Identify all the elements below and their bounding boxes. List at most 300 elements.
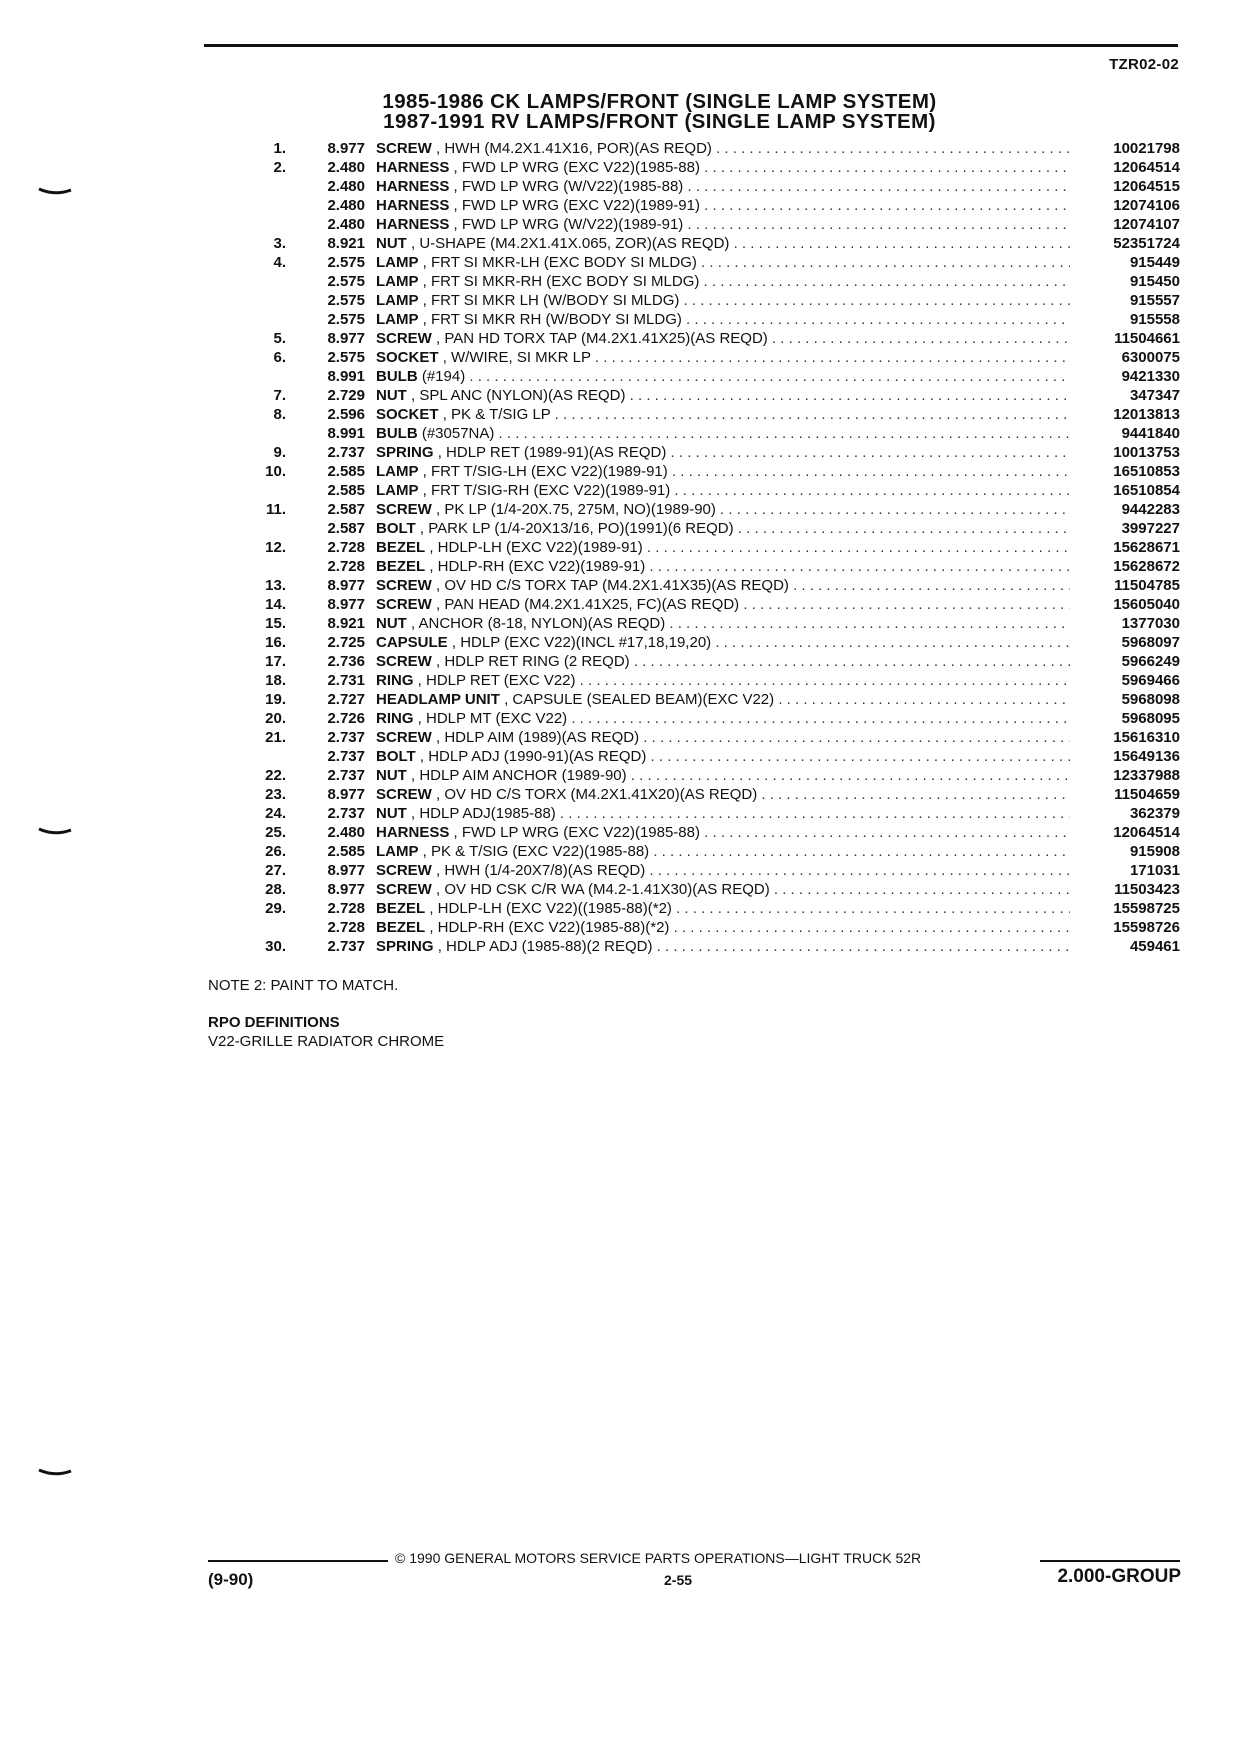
item-number: 16. <box>265 634 286 651</box>
part-name: HARNESS <box>376 159 450 176</box>
part-detail: , CAPSULE (SEALED BEAM)(EXC V22) <box>504 691 775 708</box>
part-detail: , HDLP-LH (EXC V22)(1989-91) <box>429 539 643 556</box>
part-number: 15605040 <box>1113 596 1180 613</box>
part-number: 1377030 <box>1121 615 1180 632</box>
group-number: 2.728 <box>327 558 365 575</box>
part-name: SOCKET <box>376 349 439 366</box>
part-number: 12074106 <box>1113 197 1180 214</box>
part-detail: , HDLP-LH (EXC V22)((1985-88)(*2) <box>429 900 672 917</box>
item-number: 8. <box>273 406 286 423</box>
part-description <box>376 747 1070 766</box>
part-description <box>376 709 1070 728</box>
part-name: SCREW <box>376 786 432 803</box>
item-number: 20. <box>265 710 286 727</box>
title-line-2: 1987-1991 RV LAMPS/FRONT (SINGLE LAMP SYSTEM) <box>383 110 936 133</box>
part-description <box>376 177 1070 196</box>
part-description <box>376 728 1070 747</box>
part-name: SCREW <box>376 140 432 157</box>
title-line-1: 1985-1986 CK LAMPS/FRONT (SINGLE LAMP SYSTEM) <box>382 90 937 113</box>
part-row <box>250 785 1180 804</box>
part-number: 12064514 <box>1113 824 1180 841</box>
part-name: LAMP <box>376 273 419 290</box>
page-number: 2-55 <box>664 1572 693 1588</box>
group-number: 2.737 <box>327 729 365 746</box>
part-row <box>250 633 1180 652</box>
item-number: 18. <box>265 672 286 689</box>
part-description <box>376 861 1070 880</box>
part-name: NUT <box>376 767 407 784</box>
rpo-heading: RPO DEFINITIONS <box>208 1014 340 1031</box>
part-number: 12013813 <box>1113 406 1180 423</box>
part-description <box>376 367 1070 386</box>
part-number: 5968097 <box>1121 634 1180 651</box>
item-number: 26. <box>265 843 286 860</box>
part-detail: , HDLP MT (EXC V22) <box>417 710 568 727</box>
part-name: HARNESS <box>376 178 450 195</box>
part-detail: (#3057NA) <box>421 425 495 442</box>
part-name: RING <box>376 672 414 689</box>
part-number: 915558 <box>1129 311 1180 328</box>
part-number: 459461 <box>1129 938 1180 955</box>
group-number: 2.728 <box>327 539 365 556</box>
part-row <box>250 139 1180 158</box>
part-name: BOLT <box>376 748 416 765</box>
part-description <box>376 481 1070 500</box>
part-number: 171031 <box>1129 862 1180 879</box>
item-number: 12. <box>265 539 286 556</box>
item-number: 30. <box>265 938 286 955</box>
item-number: 2. <box>273 159 286 176</box>
top-rule <box>204 44 1178 47</box>
part-row <box>250 709 1180 728</box>
part-name: HARNESS <box>376 216 450 233</box>
part-detail: , FRT SI MKR-RH (EXC BODY SI MLDG) <box>422 273 700 290</box>
group-number: 8.991 <box>327 425 365 442</box>
part-detail: , OV HD C/S TORX (M4.2X1.41X20)(AS REQD) <box>436 786 758 803</box>
part-detail: , FRT SI MKR RH (W/BODY SI MLDG) <box>422 311 682 328</box>
part-row <box>250 177 1180 196</box>
group-number: 8.977 <box>327 577 365 594</box>
copyright: © 1990 GENERAL MOTORS SERVICE PARTS OPERATIONS—LIGHT TRUCK 52R <box>395 1550 922 1566</box>
part-detail: , FWD LP WRG (EXC V22)(1985-88) <box>453 824 700 841</box>
part-description <box>376 443 1070 462</box>
part-detail: , HDLP ADJ (1985-88)(2 REQD) <box>437 938 653 955</box>
binder-hole-mark <box>38 187 72 197</box>
part-description <box>376 652 1070 671</box>
group-number: 2.731 <box>327 672 365 689</box>
part-number: 11504661 <box>1114 330 1180 347</box>
group-number: 2.575 <box>327 273 365 290</box>
part-description <box>376 500 1070 519</box>
item-number: 15. <box>265 615 286 632</box>
part-description <box>376 234 1070 253</box>
group-number: 2.729 <box>327 387 365 404</box>
group-number: 2.480 <box>327 159 365 176</box>
part-row <box>250 918 1180 937</box>
part-detail: , FWD LP WRG (W/V22)(1989-91) <box>453 216 684 233</box>
group-number: 2.727 <box>327 691 365 708</box>
group-number: 2.575 <box>327 349 365 366</box>
part-description <box>376 462 1070 481</box>
part-name: LAMP <box>376 482 419 499</box>
part-row <box>250 253 1180 272</box>
group-number: 2.480 <box>327 178 365 195</box>
part-number: 15649136 <box>1113 748 1180 765</box>
part-description <box>376 405 1070 424</box>
part-description <box>376 272 1070 291</box>
part-description <box>376 633 1070 652</box>
part-number: 10013753 <box>1113 444 1180 461</box>
part-detail: , FWD LP WRG (W/V22)(1985-88) <box>453 178 684 195</box>
part-number: 12064514 <box>1113 159 1180 176</box>
part-number: 5968098 <box>1121 691 1180 708</box>
part-description <box>376 823 1070 842</box>
part-description <box>376 595 1070 614</box>
item-number: 1. <box>273 140 286 157</box>
group-number: 8.991 <box>327 368 365 385</box>
group-number: 2.585 <box>327 843 365 860</box>
part-number: 15628672 <box>1113 558 1180 575</box>
part-number: 11504785 <box>1114 577 1180 594</box>
group-number: 8.977 <box>327 330 365 347</box>
parts-list <box>250 139 1180 956</box>
part-description <box>376 804 1070 823</box>
group-number: 2.575 <box>327 311 365 328</box>
part-detail: , FWD LP WRG (EXC V22)(1985-88) <box>453 159 700 176</box>
part-description <box>376 348 1070 367</box>
part-detail: , HDLP RET (1989-91)(AS REQD) <box>437 444 667 461</box>
part-name: SCREW <box>376 881 432 898</box>
part-row <box>250 671 1180 690</box>
part-row <box>250 519 1180 538</box>
footer-rule-left <box>208 1560 388 1562</box>
part-description <box>376 576 1070 595</box>
group-number: 2.726 <box>327 710 365 727</box>
binder-hole-mark <box>38 1468 72 1478</box>
part-detail: , FRT T/SIG-RH (EXC V22)(1989-91) <box>422 482 671 499</box>
part-detail: , PK LP (1/4-20X.75, 275M, NO)(1989-90) <box>436 501 716 518</box>
group-number: 8.921 <box>327 615 365 632</box>
item-number: 3. <box>273 235 286 252</box>
part-name: CAPSULE <box>376 634 448 651</box>
part-detail: , PAN HD TORX TAP (M4.2X1.41X25)(AS REQD) <box>436 330 768 347</box>
part-number: 915908 <box>1129 843 1180 860</box>
part-detail: , HDLP ADJ (1990-91)(AS REQD) <box>419 748 647 765</box>
part-row <box>250 348 1180 367</box>
part-row <box>250 595 1180 614</box>
group-number: 2.728 <box>327 900 365 917</box>
part-name: HARNESS <box>376 824 450 841</box>
item-number: 23. <box>265 786 286 803</box>
part-row <box>250 310 1180 329</box>
item-number: 9. <box>273 444 286 461</box>
part-row <box>250 405 1180 424</box>
group-number: 2.585 <box>327 463 365 480</box>
part-description <box>376 310 1070 329</box>
part-number: 915450 <box>1129 273 1180 290</box>
part-number: 12337988 <box>1113 767 1180 784</box>
part-number: 915557 <box>1129 292 1180 309</box>
part-name: NUT <box>376 615 407 632</box>
part-description <box>376 519 1070 538</box>
part-number: 52351724 <box>1113 235 1180 252</box>
part-number: 915449 <box>1129 254 1180 271</box>
part-row <box>250 842 1180 861</box>
part-detail: , PAN HEAD (M4.2X1.41X25, FC)(AS REQD) <box>436 596 740 613</box>
item-number: 17. <box>265 653 286 670</box>
part-detail: , ANCHOR (8-18, NYLON)(AS REQD) <box>411 615 666 632</box>
part-row <box>250 747 1180 766</box>
part-name: LAMP <box>376 463 419 480</box>
part-number: 15616310 <box>1113 729 1180 746</box>
group-number: 2.587 <box>327 520 365 537</box>
item-number: 27. <box>265 862 286 879</box>
item-number: 11. <box>265 501 286 518</box>
part-description <box>376 842 1070 861</box>
part-detail: , HDLP ADJ(1985-88) <box>411 805 556 822</box>
group-number: 8.977 <box>327 881 365 898</box>
part-row <box>250 367 1180 386</box>
part-detail: , FRT SI MKR-LH (EXC BODY SI MLDG) <box>422 254 697 271</box>
part-number: 9441840 <box>1121 425 1180 442</box>
part-row <box>250 443 1180 462</box>
item-number: 4. <box>273 254 286 271</box>
item-number: 7. <box>273 387 286 404</box>
part-number: 12074107 <box>1113 216 1180 233</box>
group-number: 2.725 <box>327 634 365 651</box>
item-number: 21. <box>265 729 286 746</box>
group-code: 2.000-GROUP <box>1057 1566 1181 1587</box>
part-name: BULB <box>376 425 418 442</box>
part-detail: (#194) <box>421 368 466 385</box>
item-number: 6. <box>273 349 286 366</box>
item-number: 29. <box>265 900 286 917</box>
part-name: NUT <box>376 805 407 822</box>
group-number: 8.977 <box>327 140 365 157</box>
part-row <box>250 462 1180 481</box>
part-row <box>250 899 1180 918</box>
part-row <box>250 158 1180 177</box>
part-row <box>250 234 1180 253</box>
part-name: HEADLAMP UNIT <box>376 691 500 708</box>
part-detail: , HDLP RET (EXC V22) <box>417 672 576 689</box>
footer-rule-right <box>1040 1560 1180 1562</box>
part-name: BULB <box>376 368 418 385</box>
part-detail: , FWD LP WRG (EXC V22)(1989-91) <box>453 197 700 214</box>
part-name: SCREW <box>376 729 432 746</box>
part-description <box>376 785 1070 804</box>
part-description <box>376 766 1070 785</box>
group-number: 8.977 <box>327 862 365 879</box>
part-description <box>376 196 1070 215</box>
item-number: 14. <box>265 596 286 613</box>
part-row <box>250 272 1180 291</box>
part-detail: , OV HD CSK C/R WA (M4.2-1.41X30)(AS REQD) <box>436 881 770 898</box>
page-title <box>0 92 1249 132</box>
item-number: 10. <box>265 463 286 480</box>
part-row <box>250 614 1180 633</box>
part-row <box>250 291 1180 310</box>
item-number: 22. <box>265 767 286 784</box>
part-number: 11503423 <box>1114 881 1180 898</box>
part-description <box>376 215 1070 234</box>
part-description <box>376 671 1070 690</box>
part-number: 15598726 <box>1113 919 1180 936</box>
part-row <box>250 538 1180 557</box>
part-description <box>376 253 1070 272</box>
group-number: 2.480 <box>327 197 365 214</box>
part-name: SCREW <box>376 330 432 347</box>
part-name: LAMP <box>376 843 419 860</box>
part-name: LAMP <box>376 292 419 309</box>
item-number: 25. <box>265 824 286 841</box>
part-name: LAMP <box>376 254 419 271</box>
part-row <box>250 215 1180 234</box>
part-name: LAMP <box>376 311 419 328</box>
group-number: 2.737 <box>327 444 365 461</box>
group-number: 2.737 <box>327 938 365 955</box>
item-number: 13. <box>265 577 286 594</box>
part-row <box>250 652 1180 671</box>
binder-hole-mark <box>38 827 72 837</box>
part-description <box>376 614 1070 633</box>
part-description <box>376 158 1070 177</box>
group-number: 2.575 <box>327 292 365 309</box>
part-description <box>376 880 1070 899</box>
part-number: 12064515 <box>1113 178 1180 195</box>
part-name: SCREW <box>376 653 432 670</box>
part-name: SCREW <box>376 862 432 879</box>
part-row <box>250 329 1180 348</box>
part-name: SOCKET <box>376 406 439 423</box>
part-description <box>376 557 1070 576</box>
group-number: 2.737 <box>327 767 365 784</box>
part-detail: , PK & T/SIG LP <box>442 406 551 423</box>
part-detail: , HDLP-RH (EXC V22)(1989-91) <box>429 558 646 575</box>
part-number: 11504659 <box>1114 786 1180 803</box>
group-number: 2.587 <box>327 501 365 518</box>
part-row <box>250 557 1180 576</box>
part-row <box>250 386 1180 405</box>
part-detail: , OV HD C/S TORX TAP (M4.2X1.41X35)(AS REQD) <box>436 577 789 594</box>
group-number: 8.921 <box>327 235 365 252</box>
group-number: 2.736 <box>327 653 365 670</box>
note: NOTE 2: PAINT TO MATCH. <box>208 977 399 994</box>
part-detail: , HDLP (EXC V22)(INCL #17,18,19,20) <box>451 634 712 651</box>
group-number: 8.977 <box>327 786 365 803</box>
part-description <box>376 538 1070 557</box>
part-description <box>376 139 1070 158</box>
part-number: 5966249 <box>1121 653 1180 670</box>
part-name: BEZEL <box>376 558 426 575</box>
item-number: 5. <box>273 330 286 347</box>
part-number: 15628671 <box>1113 539 1180 556</box>
part-detail: , HDLP AIM ANCHOR (1989-90) <box>411 767 627 784</box>
part-row <box>250 804 1180 823</box>
group-number: 2.728 <box>327 919 365 936</box>
part-description <box>376 386 1070 405</box>
part-row <box>250 481 1180 500</box>
part-number: 16510853 <box>1113 463 1180 480</box>
part-detail: , FRT T/SIG-LH (EXC V22)(1989-91) <box>422 463 668 480</box>
group-number: 2.737 <box>327 805 365 822</box>
part-name: SCREW <box>376 577 432 594</box>
item-number: 19. <box>265 691 286 708</box>
part-description <box>376 329 1070 348</box>
part-description <box>376 424 1070 443</box>
item-number: 28. <box>265 881 286 898</box>
part-number: 6300075 <box>1121 349 1180 366</box>
part-detail: , W/WIRE, SI MKR LP <box>442 349 591 366</box>
revision-date: (9-90) <box>208 1570 254 1589</box>
part-detail: , HDLP RET RING (2 REQD) <box>436 653 630 670</box>
part-name: BEZEL <box>376 539 426 556</box>
group-number: 2.480 <box>327 824 365 841</box>
part-name: NUT <box>376 235 407 252</box>
part-row <box>250 880 1180 899</box>
part-name: BEZEL <box>376 900 426 917</box>
group-number: 2.575 <box>327 254 365 271</box>
part-number: 9421330 <box>1121 368 1180 385</box>
part-row <box>250 500 1180 519</box>
part-name: SPRING <box>376 938 434 955</box>
part-row <box>250 861 1180 880</box>
part-number: 362379 <box>1129 805 1180 822</box>
part-number: 10021798 <box>1113 140 1180 157</box>
part-description <box>376 690 1070 709</box>
group-number: 8.977 <box>327 596 365 613</box>
group-number: 2.480 <box>327 216 365 233</box>
part-detail: , PARK LP (1/4-20X13/16, PO)(1991)(6 REQD) <box>419 520 734 537</box>
part-row <box>250 937 1180 956</box>
group-number: 2.737 <box>327 748 365 765</box>
part-name: SCREW <box>376 596 432 613</box>
part-detail: , U-SHAPE (M4.2X1.41X.065, ZOR)(AS REQD) <box>411 235 730 252</box>
part-detail: , HDLP-RH (EXC V22)(1985-88)(*2) <box>429 919 670 936</box>
part-number: 5969466 <box>1121 672 1180 689</box>
part-name: HARNESS <box>376 197 450 214</box>
part-name: SCREW <box>376 501 432 518</box>
part-description <box>376 899 1070 918</box>
part-number: 5968095 <box>1121 710 1180 727</box>
part-row <box>250 823 1180 842</box>
section-code: TZR02-02 <box>1109 56 1179 73</box>
part-detail: , PK & T/SIG (EXC V22)(1985-88) <box>422 843 650 860</box>
part-detail: , HWH (1/4-20X7/8)(AS REQD) <box>436 862 646 879</box>
part-row <box>250 576 1180 595</box>
part-detail: , SPL ANC (NYLON)(AS REQD) <box>411 387 626 404</box>
part-detail: , HDLP AIM (1989)(AS REQD) <box>436 729 640 746</box>
part-number: 15598725 <box>1113 900 1180 917</box>
part-number: 3997227 <box>1121 520 1180 537</box>
part-name: NUT <box>376 387 407 404</box>
part-row <box>250 728 1180 747</box>
part-row <box>250 196 1180 215</box>
group-number: 2.596 <box>327 406 365 423</box>
part-name: SPRING <box>376 444 434 461</box>
part-name: BEZEL <box>376 919 426 936</box>
part-row <box>250 766 1180 785</box>
part-number: 9442283 <box>1121 501 1180 518</box>
part-description <box>376 918 1070 937</box>
part-row <box>250 690 1180 709</box>
rpo-definition: V22-GRILLE RADIATOR CHROME <box>208 1033 445 1050</box>
item-number: 24. <box>265 805 286 822</box>
part-detail: , HWH (M4.2X1.41X16, POR)(AS REQD) <box>436 140 712 157</box>
part-detail: , FRT SI MKR LH (W/BODY SI MLDG) <box>422 292 680 309</box>
group-number: 2.585 <box>327 482 365 499</box>
part-description <box>376 291 1070 310</box>
